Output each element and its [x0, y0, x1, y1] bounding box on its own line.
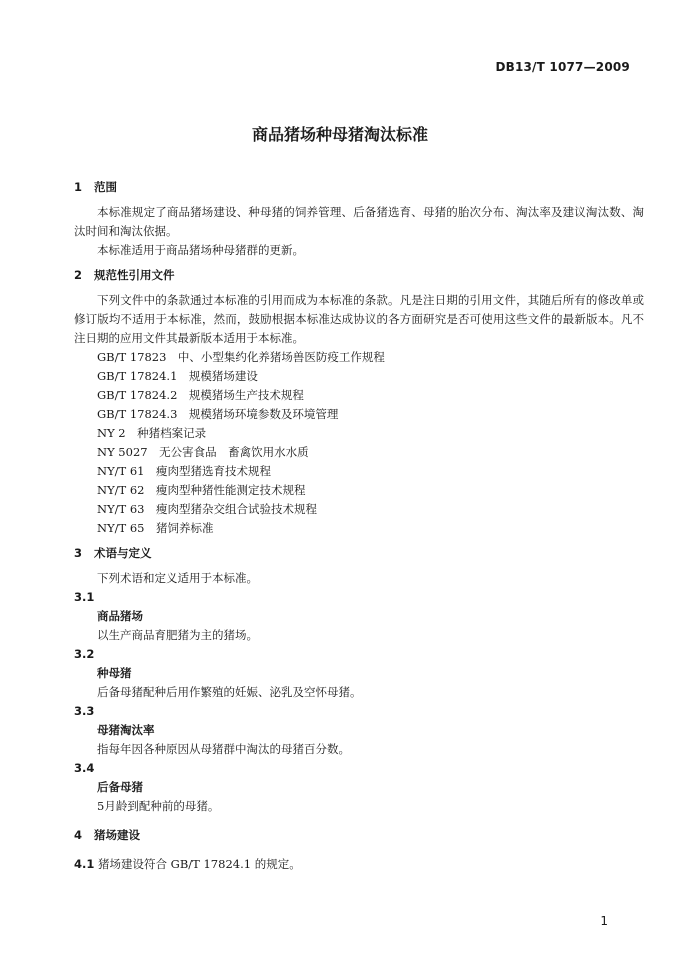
document-title: 商品猪场种母猪淘汰标准: [251, 125, 428, 144]
section-number: 1: [74, 180, 83, 194]
reference-code: NY/T 61: [97, 464, 145, 478]
reference-list: [74, 348, 644, 538]
clause: [74, 855, 644, 874]
section-heading: [74, 178, 644, 197]
reference-item: [74, 500, 644, 519]
paragraph: 下列术语和定义适用于本标准。: [97, 571, 258, 585]
section-title: 猪场建设: [94, 828, 140, 842]
reference-code: NY 2: [97, 426, 126, 440]
term-definition: 后备母猪配种后用作繁殖的妊娠、泌乳及空怀母猪。: [97, 685, 362, 699]
reference-item: [74, 424, 644, 443]
reference-item: [74, 443, 644, 462]
term-definition: 以生产商品育肥猪为主的猪场。: [97, 628, 258, 642]
section-number: 4: [74, 828, 83, 842]
document-body: [74, 178, 644, 874]
term-number: 3.2: [74, 647, 95, 661]
reference-name: 瘦肉型种猪性能测定技术规程: [156, 483, 306, 497]
section-heading: [74, 266, 644, 285]
reference-name: 瘦肉型猪选育技术规程: [156, 464, 271, 478]
reference-code: NY/T 63: [97, 502, 145, 516]
reference-code: NY/T 62: [97, 483, 145, 497]
section-title: 范围: [94, 180, 117, 194]
term-name: 商品猪场: [97, 609, 143, 623]
reference-name: 猪饲养标准: [156, 521, 214, 535]
clause-number: 4.1: [74, 857, 95, 871]
reference-item: [74, 367, 644, 386]
term-number: 3.1: [74, 590, 95, 604]
reference-item: [74, 462, 644, 481]
reference-code: GB/T 17824.2: [97, 388, 178, 402]
reference-item: [74, 348, 644, 367]
term-number: 3.4: [74, 761, 95, 775]
term-list: [74, 588, 644, 816]
reference-code: NY/T 65: [97, 521, 145, 535]
section-title: 术语与定义: [94, 546, 152, 560]
clause-text: 猪场建设符合 GB/T 17824.1 的规定。: [98, 857, 301, 871]
reference-code: GB/T 17823: [97, 350, 167, 364]
section-heading: [74, 544, 644, 563]
reference-name: 种猪档案记录: [137, 426, 207, 440]
reference-code: GB/T 17824.1: [97, 369, 178, 383]
section-number: 3: [74, 546, 83, 560]
page-number: 1: [600, 914, 608, 928]
term-name: 种母猪: [97, 666, 132, 680]
term-name: 后备母猪: [97, 780, 143, 794]
reference-item: [74, 519, 644, 538]
paragraph: 本标准适用于商品猪场种母猪群的更新。: [97, 243, 304, 257]
standard-code: DB13/T 1077—2009: [495, 60, 630, 74]
reference-name: 无公害食品 畜禽饮用水水质: [159, 445, 309, 459]
reference-item: [74, 386, 644, 405]
term-number: 3.3: [74, 704, 95, 718]
reference-name: 规模猪场建设: [188, 369, 258, 383]
reference-name: 规模猪场生产技术规程: [188, 388, 304, 402]
reference-name: 规模猪场环境参数及环境管理: [188, 407, 339, 421]
reference-name: 瘦肉型猪杂交组合试验技术规程: [156, 502, 317, 516]
section-title: 规范性引用文件: [94, 268, 175, 282]
paragraph: 本标准规定了商品猪场建设、种母猪的饲养管理、后备猪选育、母猪的胎次分布、淘汰率及建议淘汰数、淘汰时间和淘汰依据。: [74, 205, 644, 238]
term-name: 母猪淘汰率: [97, 723, 155, 737]
reference-code: NY 5027: [97, 445, 148, 459]
paragraph: 下列文件中的条款通过本标准的引用而成为本标准的条款。凡是注日期的引用文件，其随后所有的修改单或修订版均不适用于本标准，然而，鼓励根据本标准达成协议的各方面研究是否可使用这些文件的最新版本。凡不注日期的应用文件其最新版本适用于本标准。: [74, 293, 644, 345]
reference-code: GB/T 17824.3: [97, 407, 178, 421]
reference-item: [74, 481, 644, 500]
reference-item: [74, 405, 644, 424]
term-definition: 5月龄到配种前的母猪。: [97, 799, 220, 813]
term-definition: 指每年因各种原因从母猪群中淘汰的母猪百分数。: [97, 742, 350, 756]
reference-name: 中、小型集约化养猪场兽医防疫工作规程: [177, 350, 385, 364]
section-heading: [74, 826, 644, 845]
section-number: 2: [74, 268, 83, 282]
